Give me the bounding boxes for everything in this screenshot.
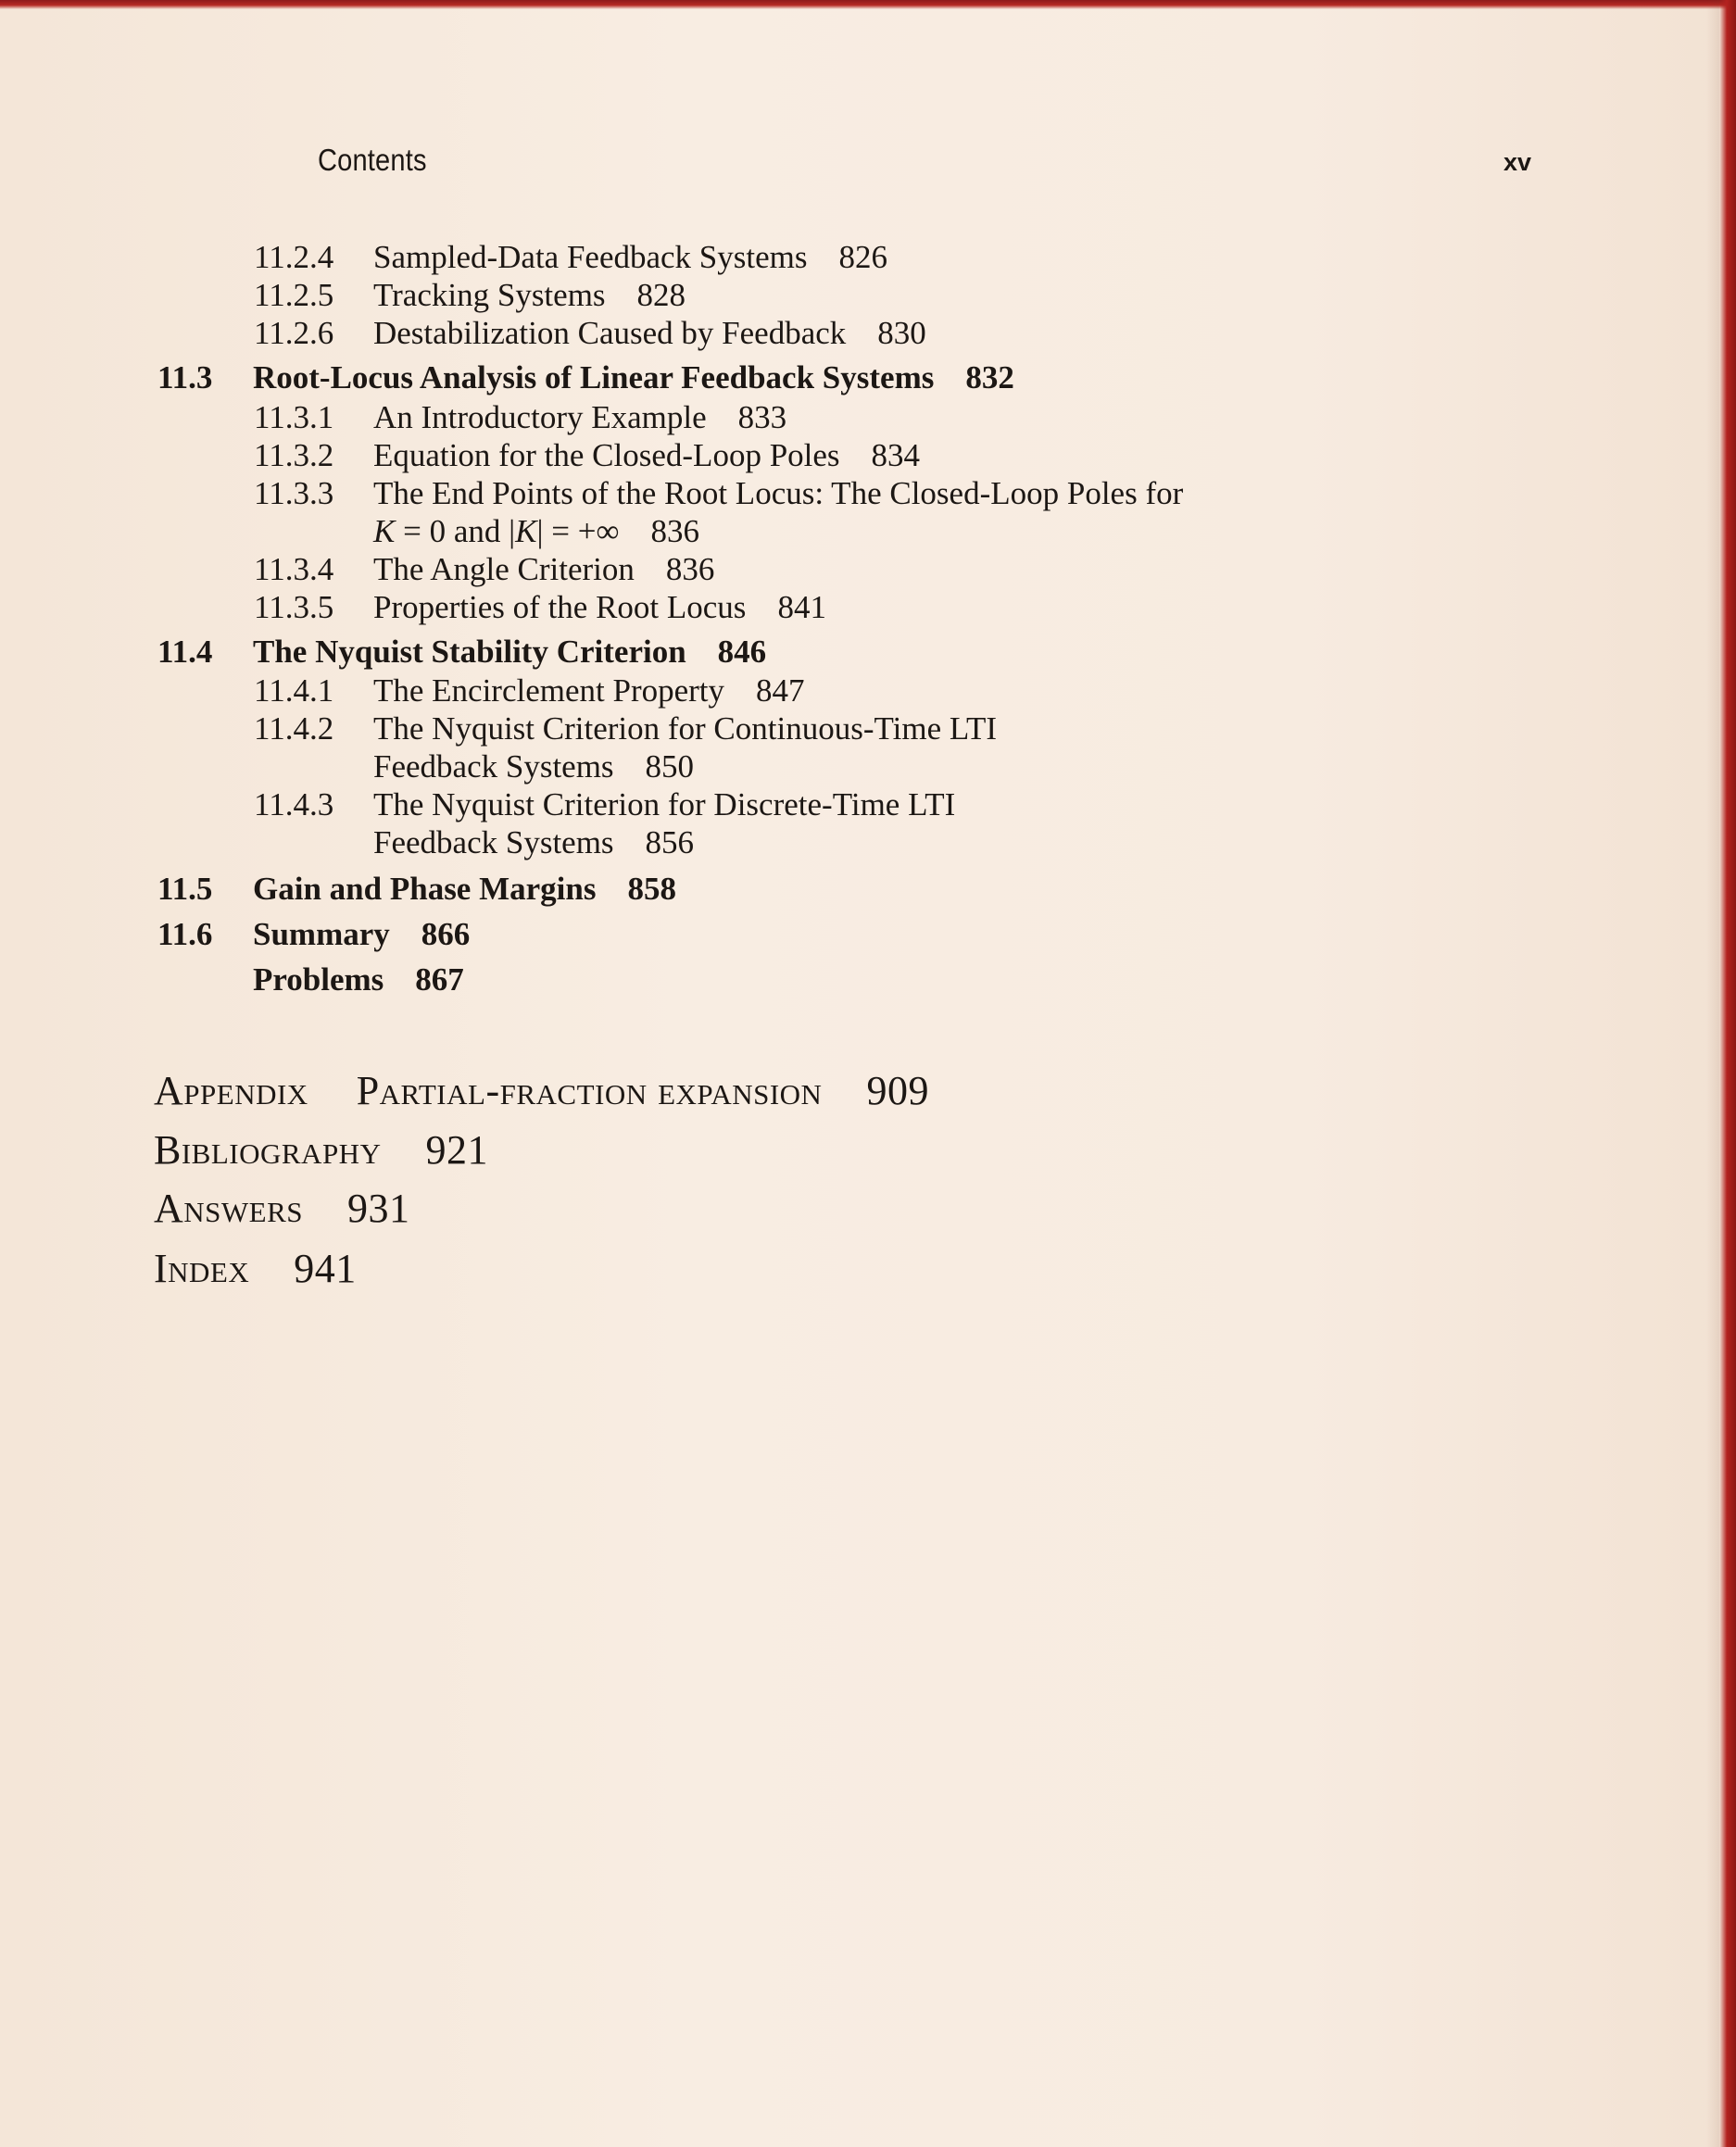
section-page: 858 bbox=[627, 871, 676, 907]
appendix-label: Appendix bbox=[154, 1068, 308, 1113]
bibliography-page: 921 bbox=[425, 1127, 488, 1173]
equation-text: | = +∞ bbox=[536, 513, 620, 549]
section-number: 11.4 bbox=[157, 634, 213, 670]
running-head: Contents bbox=[318, 143, 427, 177]
entry-title-continued: Feedback Systems bbox=[373, 824, 614, 860]
entry-page: 850 bbox=[645, 748, 695, 785]
section-title: Problems bbox=[253, 961, 384, 998]
section-title: The Nyquist Stability Criterion bbox=[253, 634, 686, 670]
appendix-page: 909 bbox=[866, 1068, 929, 1113]
entry-page: 847 bbox=[756, 672, 805, 709]
section-title: Summary bbox=[253, 916, 390, 952]
entry-title: The Nyquist Criterion for Continuous-Time LTI bbox=[373, 710, 998, 747]
answers-label: Answers bbox=[154, 1186, 304, 1231]
entry-number: 11.2.5 bbox=[254, 277, 334, 313]
entry-number: 11.3.4 bbox=[254, 551, 334, 587]
entry-number: 11.3.3 bbox=[254, 475, 334, 511]
entry-title: Sampled-Data Feedback Systems bbox=[373, 239, 808, 275]
page-gutter-shadow bbox=[1706, 0, 1719, 2147]
toc-bibliography bbox=[154, 1127, 488, 1174]
entry-page: 828 bbox=[636, 277, 686, 313]
entry-title: An Introductory Example bbox=[373, 399, 707, 435]
entry-page: 834 bbox=[871, 437, 921, 473]
book-cover-top-edge bbox=[0, 0, 1736, 9]
entry-page: 836 bbox=[665, 551, 715, 587]
equation-text: = 0 and | bbox=[403, 513, 516, 549]
entry-page: 836 bbox=[650, 513, 699, 549]
toc-index bbox=[154, 1246, 357, 1292]
entry-page: 830 bbox=[877, 315, 926, 351]
section-page: 846 bbox=[717, 634, 767, 670]
entry-number: 11.4.3 bbox=[254, 786, 334, 822]
section-page: 866 bbox=[421, 916, 471, 952]
section-page: 867 bbox=[415, 961, 464, 998]
entry-number: 11.2.6 bbox=[254, 315, 334, 351]
entry-title: The End Points of the Root Locus: The Closed-Loop Poles for bbox=[373, 475, 1184, 511]
entry-title: The Nyquist Criterion for Discrete-Time LTI bbox=[373, 786, 956, 822]
entry-page: 826 bbox=[838, 239, 888, 275]
entry-title: Tracking Systems bbox=[373, 277, 606, 313]
book-cover-right-edge bbox=[1719, 0, 1736, 2147]
entry-page: 841 bbox=[777, 589, 826, 625]
section-number: 11.3 bbox=[157, 359, 213, 396]
page-number: xv bbox=[1503, 148, 1532, 176]
entry-title: Destabilization Caused by Feedback bbox=[373, 315, 847, 351]
answers-page: 931 bbox=[347, 1186, 410, 1231]
math-variable-k: K bbox=[373, 513, 396, 549]
index-page: 941 bbox=[294, 1246, 357, 1291]
entry-title: The Encirclement Property bbox=[373, 672, 725, 709]
section-title: Gain and Phase Margins bbox=[253, 871, 597, 907]
entry-number: 11.3.1 bbox=[254, 399, 334, 435]
index-label: Index bbox=[154, 1246, 250, 1291]
entry-number: 11.3.5 bbox=[254, 589, 334, 625]
entry-title: Properties of the Root Locus bbox=[373, 589, 747, 625]
entry-page: 833 bbox=[737, 399, 787, 435]
section-number: 11.6 bbox=[157, 916, 213, 952]
toc-appendix bbox=[154, 1068, 929, 1114]
section-number: 11.5 bbox=[157, 871, 213, 907]
toc-answers bbox=[154, 1186, 410, 1232]
entry-number: 11.2.4 bbox=[254, 239, 334, 275]
math-variable-k: K bbox=[515, 513, 537, 549]
appendix-title: Partial-fraction expansion bbox=[356, 1068, 823, 1113]
bibliography-label: Bibliography bbox=[154, 1127, 382, 1173]
entry-number: 11.4.1 bbox=[254, 672, 334, 709]
section-page: 832 bbox=[965, 359, 1014, 396]
entry-title: Equation for the Closed-Loop Poles bbox=[373, 437, 840, 473]
entry-number: 11.3.2 bbox=[254, 437, 334, 473]
entry-number: 11.4.2 bbox=[254, 710, 334, 747]
entry-title-continued: Feedback Systems bbox=[373, 748, 614, 785]
section-title: Root-Locus Analysis of Linear Feedback Systems bbox=[253, 359, 935, 396]
entry-title: The Angle Criterion bbox=[373, 551, 635, 587]
entry-page: 856 bbox=[645, 824, 695, 860]
